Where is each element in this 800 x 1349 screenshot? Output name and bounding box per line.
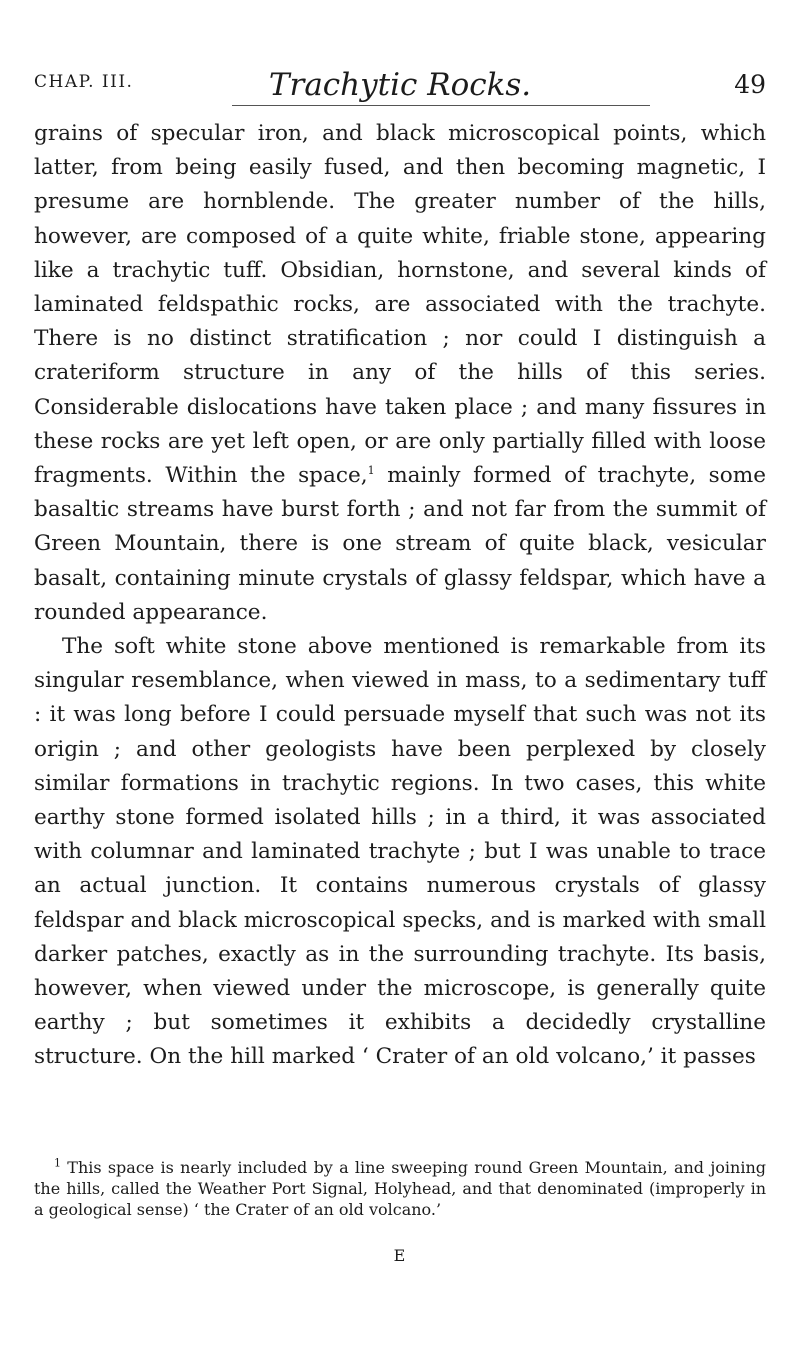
footnote-text: This space is nearly included by a line sweeping round Green Mountain, and joining the hills, called the Weather Port Signal, Holyhead, and that denominated (improperly in a geological sense) ‘ the Crater of an old volcano.’	[34, 1158, 766, 1219]
footnote-reference: 1	[367, 463, 375, 477]
body-text	[34, 117, 766, 1075]
page-title: Trachytic Rocks.	[268, 67, 532, 103]
footnote	[34, 1157, 766, 1220]
paragraph-1-text: grains of specular iron, and black microscopical points, which latter, from being easily fused, and then becoming magnetic, I presume are hornblende. The greater number of the hills, however, are composed of a quite white, friable stone, appearing like a trachytic tuff. Obsidian, hornstone, and several kinds of laminated feldspathic rocks, are associated with the trachyte. There is no distinct stratification ; nor could I distinguish a crateriform structure in any of the hills of this series. Considerable dislocations have taken place ; and many fissures in these rocks are yet left open, or are only partially filled with loose fragments. Within the space,	[34, 121, 766, 489]
chapter-label: CHAP. III.	[34, 72, 134, 92]
footnote-marker: 1	[54, 1156, 61, 1170]
paragraph-1	[34, 117, 766, 630]
header-rule	[232, 105, 650, 106]
paragraph-1-continued: mainly formed of trachyte, some basaltic streams have burst forth ; and not far from the summit of Green Mountain, there is one stream of quite black, vesicular basalt, containing minute crystals of glassy feldspar, which have a rounded appearance.	[34, 463, 766, 625]
paragraph-2: The soft white stone above mentioned is remarkable from its singular resemblance, when viewed in mass, to a sedimentary tuff : it was long before I could persuade myself that such was not its origin ; and other geologists have been perplexed by closely similar formations in trachytic regions. In two cases, this white earthy stone formed isolated hills ; in a third, it was associated with columnar and laminated trachyte ; but I was unable to trace an actual junction. It contains numerous crystals of glassy feldspar and black microscopical specks, and is marked with small darker patches, exactly as in the surrounding trachyte. Its basis, however, when viewed under the microscope, is generally quite earthy ; but sometimes it exhibits a decidedly crystalline structure. On the hill marked ‘ Crater of an old volcano,’ it passes	[34, 634, 766, 1070]
signature-mark: E	[393, 1246, 407, 1265]
page-number: 49	[734, 70, 766, 99]
